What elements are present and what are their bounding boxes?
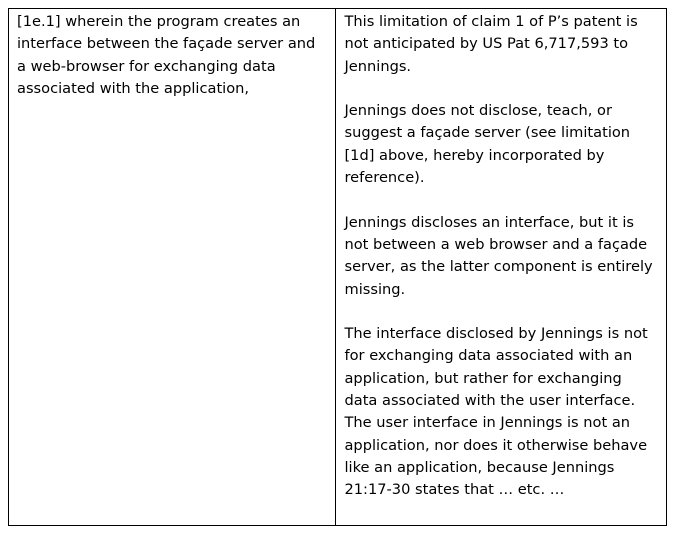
claim-limitation-text: [1e.1] wherein the program creates an interface between the façade server and a web-browser for exchanging data associated with the application, <box>17 13 316 97</box>
analysis-paragraph-3: Jennings discloses an interface, but it is not between a web browser and a façade server, as the latter component is entirely missing. <box>344 213 653 298</box>
analysis-paragraph-4: The interface disclosed by Jennings is not for exchanging data associated with an application, but rather for exchanging data associated with the user interface. The user interface in Jennings is not an application, nor does it otherwise behave like an application, because Jennings 21:17-30 states that … etc. … <box>344 325 648 499</box>
analysis-paragraph-2: Jennings does not disclose, teach, or suggest a façade server (see limitation [1d] above, hereby incorporated by reference). <box>344 102 631 187</box>
claim-chart-table <box>8 8 667 526</box>
claim-analysis-cell <box>336 9 667 526</box>
claim-limitation-cell <box>9 9 336 526</box>
claim-chart-row <box>9 9 667 526</box>
analysis-paragraph-1: This limitation of claim 1 of P’s patent is not anticipated by US Pat 6,717,593 to Jennings. <box>344 13 638 75</box>
